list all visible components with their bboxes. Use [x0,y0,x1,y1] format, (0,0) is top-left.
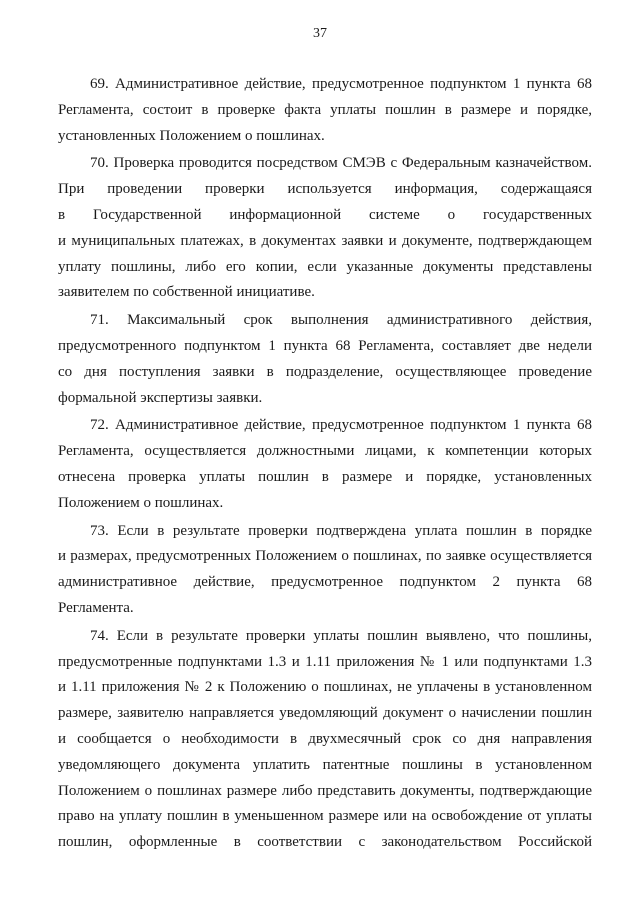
text-line: заявителем по собственной инициативе. [58,284,315,301]
text-line: 71. Максимальный срок выполнения административного действия, [90,312,592,329]
paragraph-70 [58,151,592,306]
text-line: формальной экспертизы заявки. [58,389,263,406]
body-text [58,72,592,858]
text-line: предусмотренного подпунктом 1 пункта 68 Регламента, составляет две недели [58,337,592,354]
text-line: и муниципальных платежах, в документах заявки и документе, подтверждающем [58,232,592,249]
text-line: уведомляющего документа уплатить патентные пошлины в установленном [58,756,592,773]
text-line: 74. Если в результате проверки уплаты пошлин выявлено, что пошлины, [90,627,592,644]
text-line: 69. Административное действие, предусмотренное подпунктом 1 пункта 68 [90,76,592,92]
text-line: отнесена проверка уплаты пошлин в размере и порядке, установленных [58,468,592,485]
text-line: со дня поступления заявки в подразделение, осуществляющее проведение [58,363,592,380]
paragraph-71 [58,308,592,411]
text-line: право на уплату пошлин в уменьшенном размере или на освобождение от уплаты [58,808,592,825]
paragraph-73 [58,519,592,622]
text-line: 72. Административное действие, предусмотренное подпунктом 1 пункта 68 [90,417,592,434]
text-line: размере, заявителю направляется уведомляющий документ о начислении пошлин [58,705,592,722]
paragraph-74 [58,624,592,856]
text-line: в Государственной информационной системе о государственных [58,206,592,223]
text-line: уплату пошлины, либо его копии, если указанные документы представлены [58,258,592,275]
paragraph-72 [58,413,592,516]
paragraph-69 [58,72,592,149]
text-line: и сообщается о необходимости в двухмесячный срок со дня направления [58,730,592,747]
text-line: Регламента. [58,599,134,616]
text-line: пошлин, оформленные в соответствии с законодательством Российской [58,834,592,851]
text-line: Регламента, осуществляется должностными лицами, к компетенции которых [58,443,592,460]
text-line: и 1.11 приложения № 2 к Положению о пошлинах, не уплачены в установленном [58,679,592,696]
page-number: 37 [313,26,327,41]
text-line: Положением о пошлинах размере либо представить документы, подтверждающие [58,782,592,799]
text-line: Положением о пошлинах. [58,494,224,511]
text-line: 70. Проверка проводится посредством СМЭВ с Федеральным казначейством. [90,155,592,172]
text-line: установленных Положением о пошлинах. [58,127,325,144]
text-line: При проведении проверки используется информация, содержащаяся [58,181,592,198]
text-line: 73. Если в результате проверки подтверждена уплата пошлин в порядке [90,522,592,539]
text-line: предусмотренные подпунктами 1.3 и 1.11 приложения № 1 или подпунктами 1.3 [58,653,592,670]
text-line: административное действие, предусмотренное подпунктом 2 пункта 68 [58,574,592,591]
text-line: Регламента, состоит в проверке факта уплаты пошлин в размере и порядке, [58,101,592,118]
text-line: и размерах, предусмотренных Положением о пошлинах, по заявке осуществляется [58,548,592,565]
